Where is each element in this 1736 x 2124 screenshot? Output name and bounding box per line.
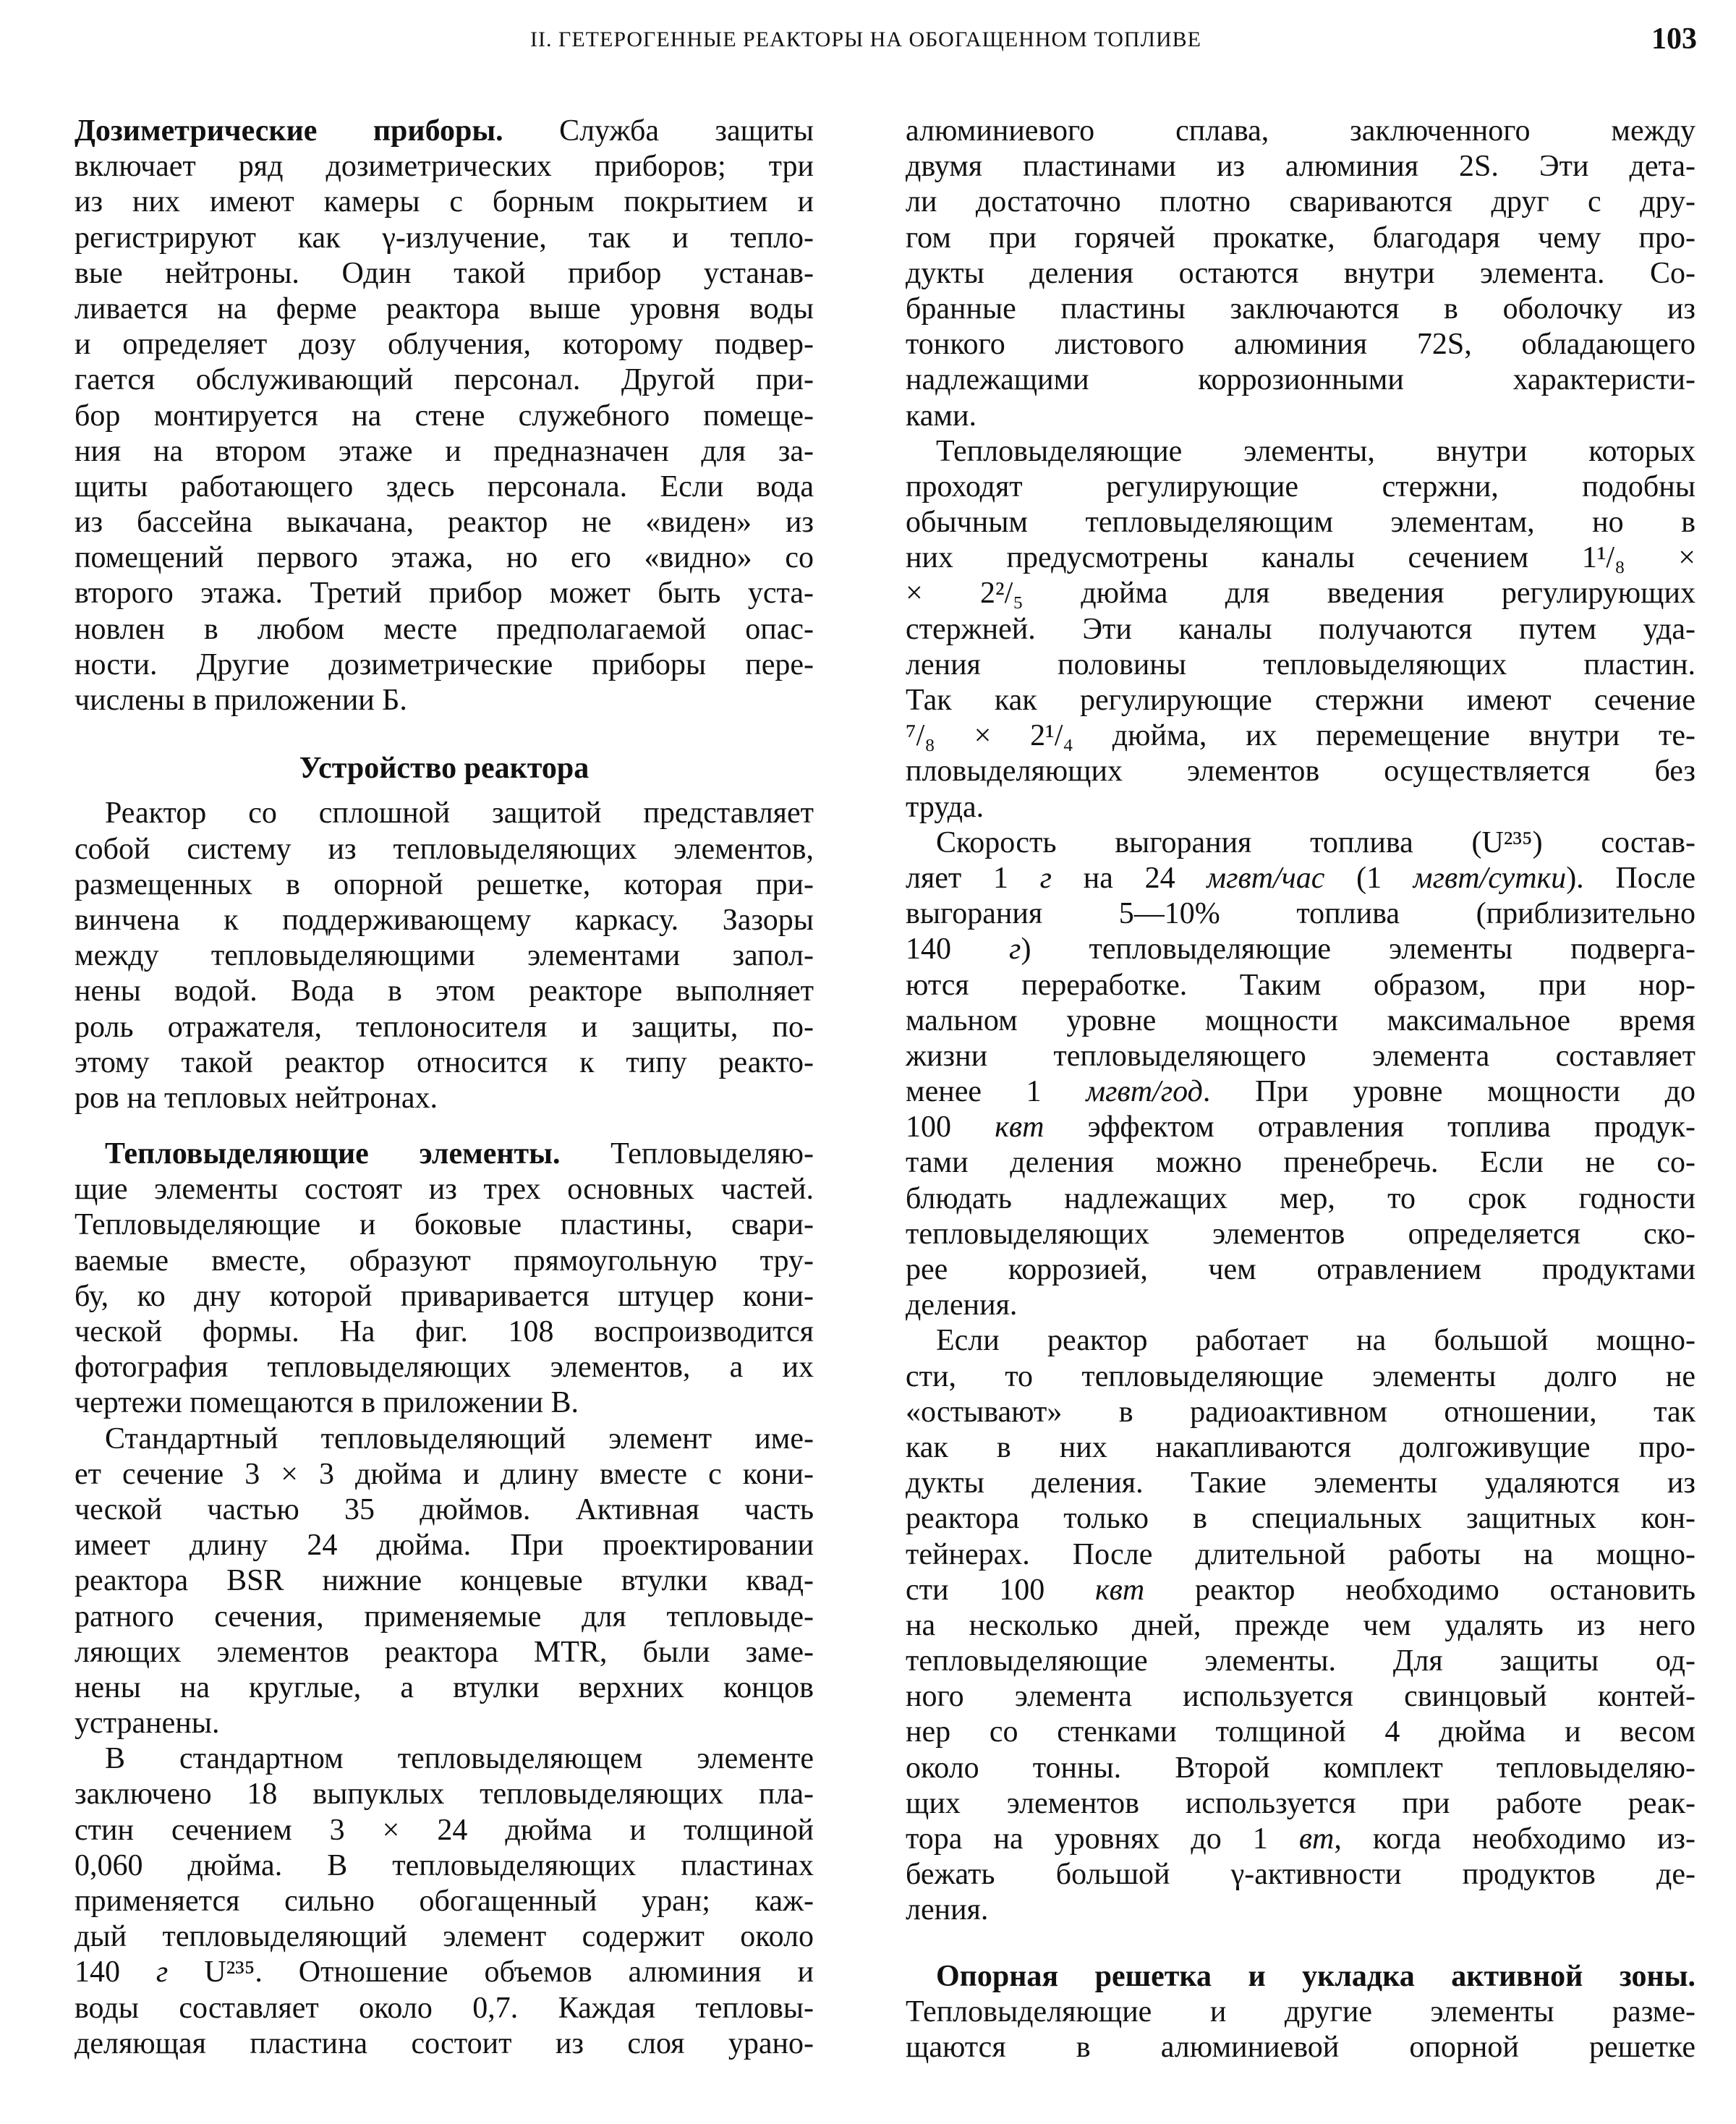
running-header: II. ГЕТЕРОГЕННЫЕ РЕАКТОРЫ НА ОБОГАЩЕННОМ ТОПЛИВЕ <box>530 27 1201 51</box>
paragraph <box>75 114 814 718</box>
text-line: второго этажа. Третий прибор может быть уста- <box>75 577 814 611</box>
italic-unit: мгвт/год <box>1086 1075 1203 1109</box>
page-number: 103 <box>1651 22 1697 56</box>
text-line: гается обслуживающий персонал. Другой при- <box>75 363 814 397</box>
text-line: ⁷/₈ × 2¹/₄ дюйма, их перемещение внутри те- <box>906 719 1695 753</box>
text-line: собой систему из тепловыделяющих элементов, <box>75 832 814 866</box>
text-line: Тепловыделяющие и другие элементы разме- <box>906 1995 1695 2029</box>
text-run: тора на уровнях до 1 <box>906 1822 1299 1856</box>
italic-unit: квт <box>995 1110 1044 1144</box>
text-line: Реактор со сплошной защитой представляет <box>105 796 814 831</box>
text-line <box>75 1955 814 1990</box>
text-line: ли достаточно плотно свариваются друг с дру- <box>906 185 1695 219</box>
text-line: включает ряд дозиметрических приборов; три <box>75 150 814 184</box>
text-line: реактора только в специальных защитных кон- <box>906 1502 1695 1536</box>
text-line: ками. <box>906 399 977 433</box>
text-run: на 24 <box>1052 861 1207 895</box>
text-line: дукты деления остаются внутри элемента. Со- <box>906 256 1695 290</box>
text-line: Устройство реактора <box>299 752 590 786</box>
italic-unit: мгвт/сутки <box>1413 861 1567 895</box>
paragraph <box>75 796 814 1116</box>
text-run: ). После <box>1566 861 1695 895</box>
paragraph <box>906 1959 1695 2066</box>
text-line: них предусмотрены каналы сечением 1¹/₈ × <box>906 541 1695 575</box>
text-line: ления. <box>906 1893 989 1927</box>
text-run: ) тепловыделяющие элементы подверга- <box>1021 933 1696 967</box>
text-run: ляет 1 <box>906 861 1040 895</box>
paragraph <box>75 1741 814 2062</box>
text-line: воды составляет около 0,7. Каждая тепловы- <box>75 1991 814 2025</box>
text-line: заключено 18 выпуклых тепловыделяющих пла- <box>75 1777 814 1811</box>
text-line <box>75 1137 814 1172</box>
text-line: гом при горячей прокатке, благодаря чему про- <box>906 221 1695 255</box>
italic-unit: квт <box>1095 1573 1145 1607</box>
text-line: пловыделяющих элементов осуществляется без <box>906 755 1695 789</box>
text-line: тонкого листового алюминия 72S, обладающего <box>906 328 1695 362</box>
paragraph <box>75 1422 814 1742</box>
text-line: регистрируют как γ-излучение, так и тепло- <box>75 221 814 255</box>
text-line <box>906 1074 1695 1110</box>
text-line: ратного сечения, применяемые для тепловыде- <box>75 1600 814 1634</box>
text-line: из них имеют камеры с борным покрытием и <box>75 185 814 219</box>
text-line: стержней. Эти каналы получаются путем уда- <box>906 612 1695 646</box>
text-line: Стандартный тепловыделяющий элемент име- <box>105 1422 814 1456</box>
text-line: ческой формы. На фиг. 108 воспроизводится <box>75 1315 814 1348</box>
text-line: Тепловыделяющие и боковые пластины, свари- <box>75 1208 814 1242</box>
text-line: деляющая пластина состоит из слоя урано- <box>75 2026 814 2060</box>
text-line: тами деления можно пренебречь. Если не со- <box>906 1146 1695 1180</box>
text-line: нены на круглые, а втулки верхних концов <box>75 1670 814 1704</box>
text-run: эффектом отравления топлива продук- <box>1044 1110 1695 1144</box>
text-line: мальном уровне мощности максимальное время <box>906 1003 1695 1037</box>
text-line: ляющих элементов реактора MTR, были заме- <box>75 1635 814 1669</box>
text-line: помещений первого этажа, но его «видно» со <box>75 541 814 575</box>
text-line: на несколько дней, прежде чем удалять из него <box>906 1608 1695 1642</box>
italic-unit: мгвт/час <box>1207 861 1325 895</box>
text-run: Служба защиты <box>503 114 814 148</box>
text-line: щих элементов используется при работе реак- <box>906 1786 1695 1820</box>
text-line: тепловыделяющие элементы. Для защиты од- <box>906 1644 1695 1678</box>
text-line <box>906 1573 1695 1608</box>
text-run: Тепловыделяю- <box>560 1137 814 1171</box>
text-line: Так как регулирующие стержни имеют сечение <box>906 684 1695 717</box>
text-line: тейнерах. После длительной работы на мощно- <box>906 1537 1695 1571</box>
text-line: щаются в алюминиевой опорной решетке <box>906 2030 1695 2064</box>
paragraph <box>906 434 1695 825</box>
text-run: сти 100 <box>906 1573 1096 1607</box>
text-line: ливается на ферме реактора выше уровня воды <box>75 292 814 326</box>
text-line: алюминиевого сплава, заключенного между <box>906 114 1695 148</box>
text-line: «остывают» в радиоактивном отношении, так <box>906 1395 1695 1429</box>
text-line: блюдать надлежащих мер, то срок годности <box>906 1181 1695 1215</box>
text-run: 140 <box>906 933 1010 967</box>
bold-run-in-heading: Опорная решетка и укладка активной зоны. <box>936 1959 1695 1993</box>
text-line: между тепловыделяющими элементами запол- <box>75 939 814 973</box>
bold-run-in-heading: Тепловыделяющие элементы. <box>105 1137 561 1171</box>
text-run: 140 <box>75 1955 156 1989</box>
text-line: надлежащими коррозионными характеристи- <box>906 363 1695 397</box>
text-line: ления половины тепловыделяющих пластин. <box>906 647 1695 681</box>
text-line: роль отражателя, теплоносителя и защиты, по- <box>75 1010 814 1044</box>
text-line: ческой частью 35 дюймов. Активная часть <box>75 1492 814 1526</box>
text-line: ности. Другие дозиметрические приборы пере- <box>75 647 814 681</box>
text-line: В стандартном тепловыделяющем элементе <box>105 1742 814 1776</box>
text-run: менее 1 <box>906 1075 1086 1109</box>
text-line: сти, то тепловыделяющие элементы долго не <box>906 1359 1695 1393</box>
paragraph <box>906 114 1695 434</box>
text-run: , когда необходимо из- <box>1334 1822 1695 1856</box>
text-line: Скорость выгорания топлива (U²³⁵) состав- <box>936 825 1695 859</box>
text-line: нер со стенками толщиной 4 дюйма и весом <box>906 1715 1695 1749</box>
text-line: как в них накапливаются долгоживущие про- <box>906 1430 1695 1464</box>
text-line: Если реактор работает на большой мощно- <box>936 1324 1695 1358</box>
text-line: труда. <box>906 790 984 824</box>
text-line: Тепловыделяющие элементы, внутри которых <box>936 434 1695 468</box>
text-line <box>75 114 814 149</box>
italic-unit: г <box>1039 861 1052 895</box>
text-line <box>906 1959 1695 1995</box>
text-line: вые нейтроны. Один такой прибор устанав- <box>75 256 814 290</box>
text-line <box>906 932 1695 967</box>
text-line <box>906 861 1695 896</box>
text-run: реактор необходимо остановить <box>1144 1573 1695 1607</box>
text-line: щие элементы состоят из трех основных частей. <box>75 1173 814 1207</box>
section-heading <box>75 751 814 786</box>
text-line: ров на тепловых нейтронах. <box>75 1081 438 1115</box>
text-line: дый тепловыделяющий элемент содержит около <box>75 1920 814 1954</box>
text-line: чертежи помещаются в приложении В. <box>75 1386 579 1420</box>
text-line: фотография тепловыделяющих элементов, а их <box>75 1351 814 1385</box>
text-line: устранены. <box>75 1707 220 1741</box>
text-line: ваемые вместе, образуют прямоугольную тру- <box>75 1244 814 1278</box>
text-line: ного элемента используется свинцовый контей- <box>906 1680 1695 1714</box>
text-line: применяется сильно обогащенный уран; каж- <box>75 1885 814 1918</box>
text-line: нены водой. Вода в этом реакторе выполняет <box>75 974 814 1008</box>
text-line: ет сечение 3 × 3 дюйма и длину вместе с кони- <box>75 1457 814 1491</box>
italic-unit: г <box>156 1955 169 1989</box>
text-run: (1 <box>1324 861 1413 895</box>
text-line: стин сечением 3 × 24 дюйма и толщиной <box>75 1813 814 1847</box>
text-line: выгорания 5—10% топлива (приблизительно <box>906 897 1695 931</box>
text-line: тепловыделяющих элементов определяется ско- <box>906 1217 1695 1251</box>
paragraph <box>906 825 1695 1324</box>
left-column <box>75 114 814 2062</box>
paragraph <box>75 1137 814 1422</box>
text-line: размещенных в опорной решетке, которая при- <box>75 867 814 901</box>
text-line <box>906 1110 1695 1145</box>
text-line: жизни тепловыделяющего элемента составляет <box>906 1039 1695 1073</box>
text-line: бу, ко дну которой приваривается штуцер кони- <box>75 1279 814 1313</box>
text-line: этому такой реактор относится к типу реакто- <box>75 1045 814 1079</box>
text-line: ются переработке. Таким образом, при нор- <box>906 968 1695 1002</box>
text-line: винчена к поддерживающему каркасу. Зазоры <box>75 903 814 937</box>
text-line: рее коррозией, чем отравлением продуктами <box>906 1253 1695 1286</box>
text-line: около тонны. Второй комплект тепловыделяю- <box>906 1751 1695 1785</box>
text-line: и определяет дозу облучения, которому подвер- <box>75 328 814 362</box>
text-line: ния на втором этаже и предназначен для за- <box>75 434 814 468</box>
text-line: двумя пластинами из алюминия 2S. Эти дета- <box>906 150 1695 184</box>
text-line: реактора BSR нижние концевые втулки квад- <box>75 1564 814 1598</box>
text-run: 100 <box>906 1110 995 1144</box>
right-column <box>906 114 1695 2065</box>
text-line: числены в приложении Б. <box>75 684 407 717</box>
text-line: обычным тепловыделяющим элементам, но в <box>906 506 1695 540</box>
text-line: 0,060 дюйма. В тепловыделяющих пластинах <box>75 1848 814 1882</box>
text-line: имеет длину 24 дюйма. При проектировании <box>75 1529 814 1563</box>
text-line: деления. <box>906 1288 1018 1322</box>
text-line: новлен в любом месте предполагаемой опас- <box>75 612 814 646</box>
text-line: бежать большой γ-активности продуктов де- <box>906 1858 1695 1892</box>
text-line: проходят регулирующие стержни, подобны <box>906 470 1695 504</box>
text-line: × 2²/₅ дюйма для введения регулирующих <box>906 577 1695 611</box>
bold-run-in-heading: Дозиметрические приборы. <box>75 114 503 148</box>
text-line: дукты деления. Такие элементы удаляются из <box>906 1466 1695 1500</box>
paragraph <box>906 1323 1695 1928</box>
text-line: бранные пластины заключаются в оболочку из <box>906 292 1695 326</box>
italic-unit: г <box>1009 933 1021 967</box>
text-line: бор монтируется на стене служебного помеще- <box>75 399 814 433</box>
text-run: U²³⁵. Отношение объемов алюминия и <box>168 1955 814 1989</box>
italic-unit: вт <box>1298 1822 1335 1856</box>
text-line: из бассейна выкачана, реактор не «виден» из <box>75 506 814 540</box>
text-run: . При уровне мощности до <box>1202 1075 1695 1109</box>
text-line <box>906 1822 1695 1857</box>
text-line: щиты работающего здесь персонала. Если вода <box>75 470 814 504</box>
